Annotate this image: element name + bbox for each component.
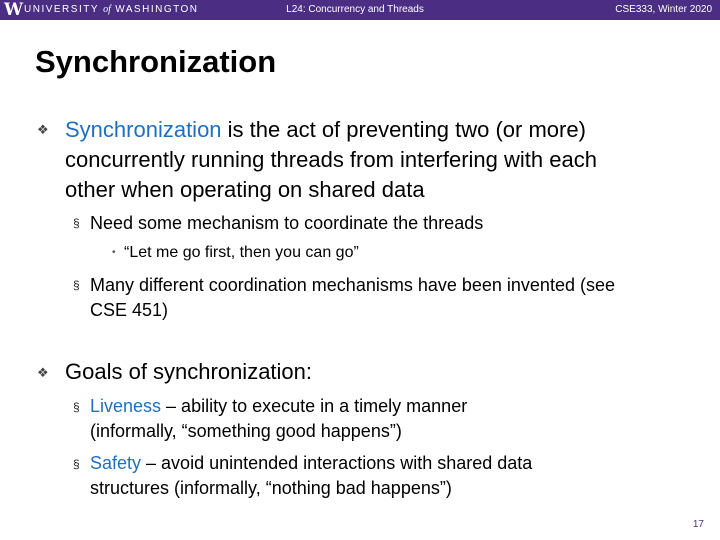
bullet-diamond-icon: ❖: [37, 122, 49, 137]
university-name: [24, 4, 199, 15]
quote-let-me-go-first: “Let me go first, then you can go”: [124, 244, 359, 261]
term-safety: Safety: [90, 453, 142, 473]
university-name-of: of: [103, 4, 111, 15]
term-liveness: Liveness: [90, 396, 162, 416]
uw-logo-mark: W: [4, 0, 24, 20]
bullet-2-goals: Goals of synchronization:: [65, 359, 313, 384]
bullet-1-line-1-rest: is the act of preventing two (or more): [221, 117, 586, 142]
sub-bullet-square-icon: §: [73, 400, 80, 414]
lecture-title: L24: Concurrency and Threads: [286, 4, 424, 15]
term-synchronization: Synchronization: [65, 117, 222, 142]
page-number: 17: [692, 519, 704, 530]
sub-bullet-square-icon: §: [73, 457, 80, 471]
bullet-1-line-3: other when operating on shared data: [65, 177, 425, 202]
slide-title: Synchronization: [35, 44, 277, 79]
university-name-post: WASHINGTON: [115, 4, 199, 15]
sub-bullet-square-icon: §: [73, 216, 80, 230]
sub-bullet-mechanisms-line-1: Many different coordination mechanisms have been invented (see: [90, 275, 615, 295]
sub-bullet-square-icon: §: [73, 278, 80, 292]
sub-bullet-liveness-line-1: [90, 394, 700, 419]
header-bar: [0, 0, 720, 20]
sub-bullet-coordinate: Need some mechanism to coordinate the threads: [90, 213, 484, 233]
course-label: CSE333, Winter 2020: [615, 4, 712, 15]
safety-rest: – avoid unintended interactions with shared data: [141, 453, 533, 473]
sub-bullet-safety-line-2: structures (informally, “nothing bad happens”): [90, 478, 452, 498]
sub-bullet-mechanisms-line-2: CSE 451): [90, 300, 169, 320]
sub-sub-bullet-dot-icon: •: [112, 247, 116, 258]
liveness-rest: – ability to execute in a timely manner: [161, 396, 468, 416]
sub-bullet-liveness-line-2: (informally, “something good happens”): [90, 421, 402, 441]
sub-bullet-safety-line-1: [90, 451, 700, 476]
bullet-diamond-icon: ❖: [37, 365, 49, 380]
bullet-1-line-1: [65, 115, 705, 145]
university-name-pre: UNIVERSITY: [24, 4, 99, 15]
bullet-1-line-2: concurrently running threads from interfering with each: [65, 147, 597, 172]
